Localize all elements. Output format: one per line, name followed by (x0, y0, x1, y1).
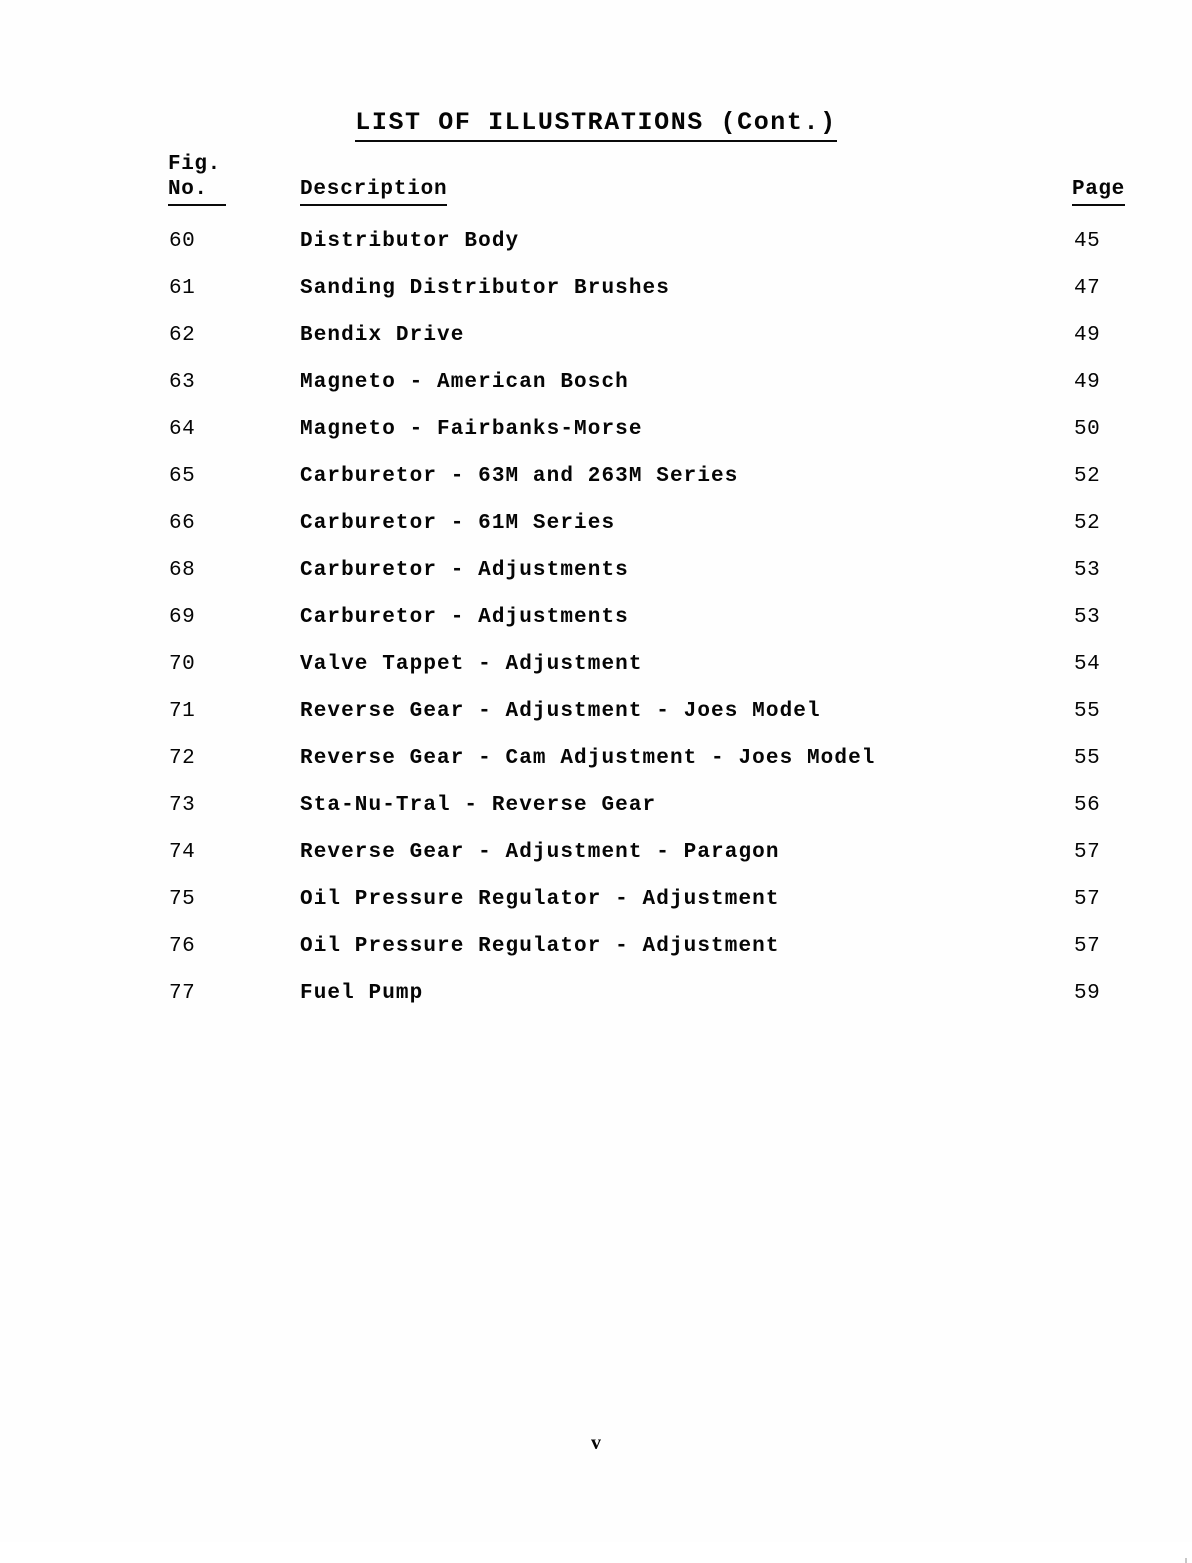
figure-number-cell: 62 (169, 324, 196, 347)
table-row (0, 275, 1192, 322)
figure-number-cell: 64 (169, 418, 196, 441)
page-number-cell: 56 (1074, 794, 1101, 817)
column-header-figure-line1: Fig. (168, 153, 221, 176)
description-cell: Carburetor - 61M Series (300, 512, 616, 535)
table-row (0, 416, 1192, 463)
figure-number-cell: 71 (169, 700, 196, 723)
figure-number-cell: 77 (169, 982, 196, 1005)
column-header-figure-line2: No. (168, 177, 226, 206)
description-cell: Valve Tappet - Adjustment (300, 653, 643, 676)
table-row (0, 933, 1192, 980)
figure-number-cell: 72 (169, 747, 196, 770)
figure-number-cell: 63 (169, 371, 196, 394)
description-cell: Oil Pressure Regulator - Adjustment (300, 888, 780, 911)
description-cell: Sta-Nu-Tral - Reverse Gear (300, 794, 657, 817)
page-footer: v (591, 1432, 601, 1454)
page-number-cell: 49 (1074, 324, 1101, 347)
page-number-cell: 57 (1074, 841, 1101, 864)
column-header-figure-number (168, 152, 286, 206)
page-number-cell: 49 (1074, 371, 1101, 394)
table-row (0, 369, 1192, 416)
figure-number-cell: 60 (169, 230, 196, 253)
table-row (0, 792, 1192, 839)
page-number-cell: 52 (1074, 465, 1101, 488)
table-row (0, 557, 1192, 604)
table-row (0, 651, 1192, 698)
description-cell: Fuel Pump (300, 982, 424, 1005)
page-number-cell: 57 (1074, 935, 1101, 958)
table-header-row (0, 152, 1192, 214)
page-number-cell: 55 (1074, 747, 1101, 770)
table-row (0, 510, 1192, 557)
paper-speck (1185, 1558, 1187, 1563)
figure-number-cell: 74 (169, 841, 196, 864)
column-header-page (1072, 177, 1125, 206)
figure-number-cell: 76 (169, 935, 196, 958)
table-row (0, 745, 1192, 792)
page-number-cell: 55 (1074, 700, 1101, 723)
page-number-cell: 45 (1074, 230, 1101, 253)
figure-number-cell: 68 (169, 559, 196, 582)
page-number-cell: 57 (1074, 888, 1101, 911)
description-cell: Carburetor - 63M and 263M Series (300, 465, 739, 488)
page-number-cell: 59 (1074, 982, 1101, 1005)
figure-number-cell: 69 (169, 606, 196, 629)
description-cell: Reverse Gear - Adjustment - Paragon (300, 841, 780, 864)
table-row (0, 322, 1192, 369)
page-number-cell: 54 (1074, 653, 1101, 676)
page-number-cell: 53 (1074, 606, 1101, 629)
page-number-cell: 50 (1074, 418, 1101, 441)
table-row (0, 228, 1192, 275)
figure-number-cell: 61 (169, 277, 196, 300)
page-number-cell: 53 (1074, 559, 1101, 582)
column-header-description (300, 177, 447, 206)
figure-number-cell: 65 (169, 465, 196, 488)
illustrations-list (0, 228, 1192, 1027)
page-title-container (0, 108, 1192, 142)
description-cell: Sanding Distributor Brushes (300, 277, 670, 300)
description-cell: Oil Pressure Regulator - Adjustment (300, 935, 780, 958)
figure-number-cell: 73 (169, 794, 196, 817)
description-cell: Reverse Gear - Cam Adjustment - Joes Model (300, 747, 876, 770)
description-cell: Carburetor - Adjustments (300, 606, 629, 629)
page-number-cell: 52 (1074, 512, 1101, 535)
table-row (0, 698, 1192, 745)
column-header-page-label: Page (1072, 177, 1125, 206)
table-row (0, 839, 1192, 886)
description-cell: Bendix Drive (300, 324, 465, 347)
table-row (0, 886, 1192, 933)
table-row (0, 604, 1192, 651)
figure-number-cell: 66 (169, 512, 196, 535)
description-cell: Distributor Body (300, 230, 520, 253)
description-cell: Magneto - Fairbanks-Morse (300, 418, 643, 441)
description-cell: Magneto - American Bosch (300, 371, 629, 394)
column-header-description-label: Description (300, 177, 447, 206)
figure-number-cell: 70 (169, 653, 196, 676)
table-row (0, 980, 1192, 1027)
description-cell: Reverse Gear - Adjustment - Joes Model (300, 700, 821, 723)
description-cell: Carburetor - Adjustments (300, 559, 629, 582)
page-title: LIST OF ILLUSTRATIONS (Cont.) (355, 108, 836, 142)
table-row (0, 463, 1192, 510)
page-number-cell: 47 (1074, 277, 1101, 300)
figure-number-cell: 75 (169, 888, 196, 911)
